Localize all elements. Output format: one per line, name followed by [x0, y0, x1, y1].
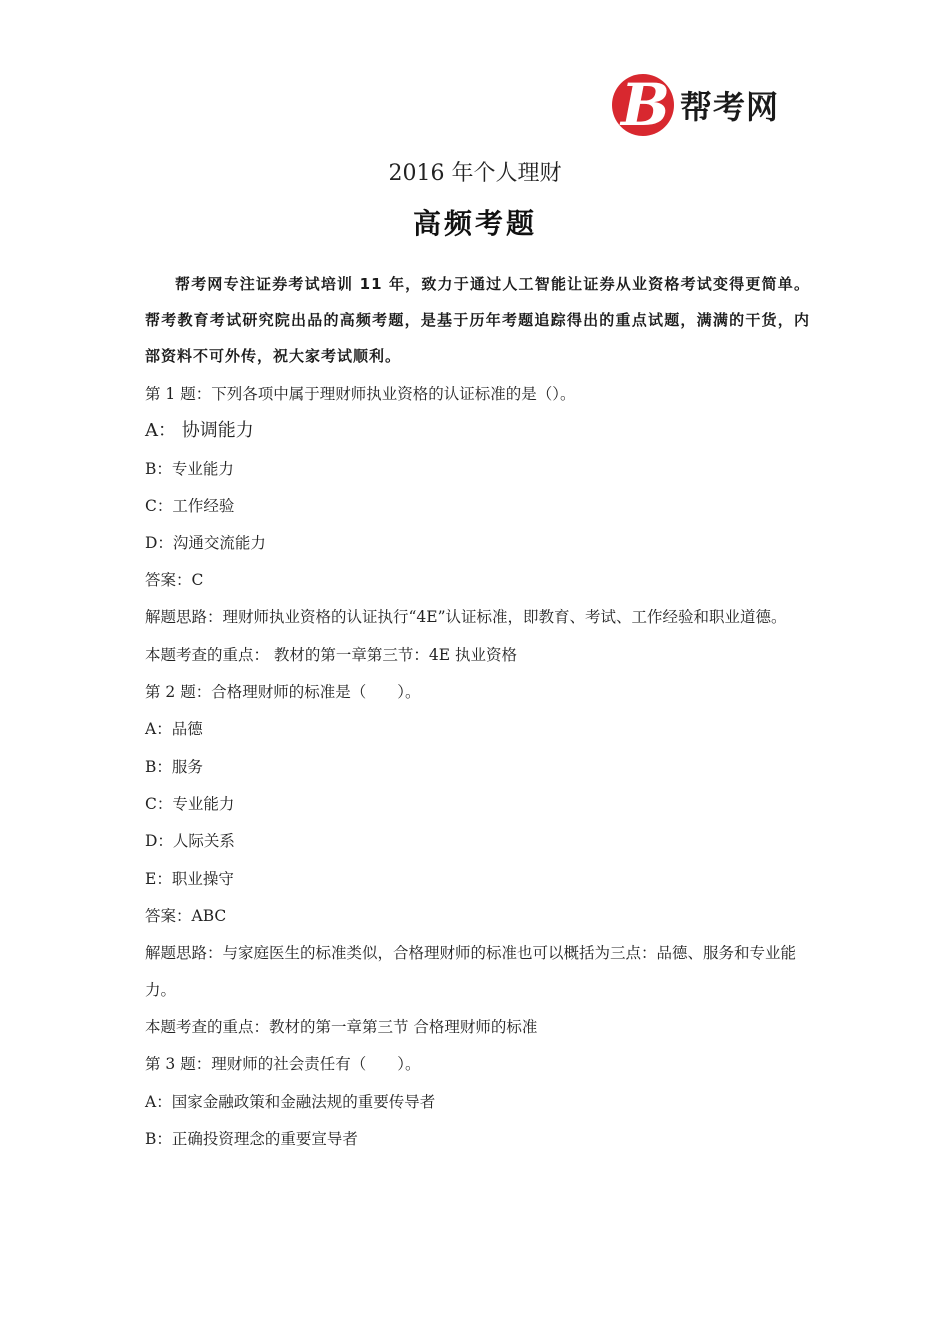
q1-analysis: 解题思路：理财师执业资格的认证执行“4E”认证标准，即教育、考试、工作经验和职业道德。: [145, 608, 787, 627]
site-logo: [612, 70, 812, 140]
intro-paragraph: 帮考网专注证券考试培训 11 年，致力于通过人工智能让证券从业资格考试变得更简单。帮考教育考试研究院出品的高频考题，是基于历年考题追踪得出的重点试题，满满的干货，内部资料不可外传，祝大家考试顺利。: [145, 275, 810, 365]
q2-option-c: C：专业能力: [145, 794, 235, 813]
q1-option-b: B：专业能力: [145, 459, 234, 478]
logo-letter: B: [621, 74, 671, 136]
q1-option-c: C：工作经验: [145, 496, 235, 515]
question-1: 第 1 题：下列各项中属于理财师执业资格的认证标准的是（）。: [145, 385, 576, 403]
q1-option-d: D：沟通交流能力: [145, 534, 266, 553]
question-3: 第 3 题：理财师的社会责任有（ ）。: [145, 1055, 421, 1074]
document-subtitle: 高频考题: [412, 207, 537, 240]
q3-option-a: A：国家金融政策和金融法规的重要传导者: [145, 1092, 436, 1111]
q2-option-e: E：职业操守: [145, 869, 234, 888]
q2-option-a: A：品德: [145, 720, 203, 739]
logo-mark: [612, 74, 674, 136]
q2-option-b: B：服务: [145, 757, 203, 776]
document-title: 2016 年个人理财: [388, 161, 562, 186]
q1-answer: 答案：C: [145, 571, 204, 590]
q2-answer: 答案：ABC: [145, 906, 227, 925]
question-2: 第 2 题：合格理财师的标准是（ ）。: [145, 683, 421, 702]
logo-text: 帮考网: [680, 88, 780, 126]
q3-option-b: B：正确投资理念的重要宣导者: [145, 1130, 358, 1149]
q1-option-a: A： 协调能力: [145, 420, 254, 442]
q2-analysis: 解题思路：与家庭医生的标准类似，合格理财师的标准也可以概括为三点：品德、服务和专业能力。: [145, 943, 797, 999]
q1-focus: 本题考查的重点： 教材的第一章第三节：4E 执业资格: [145, 645, 518, 664]
q2-focus: 本题考查的重点：教材的第一章第三节 合格理财师的标准: [145, 1018, 538, 1037]
questions: [145, 383, 810, 1165]
q2-option-d: D：人际关系: [145, 832, 235, 851]
